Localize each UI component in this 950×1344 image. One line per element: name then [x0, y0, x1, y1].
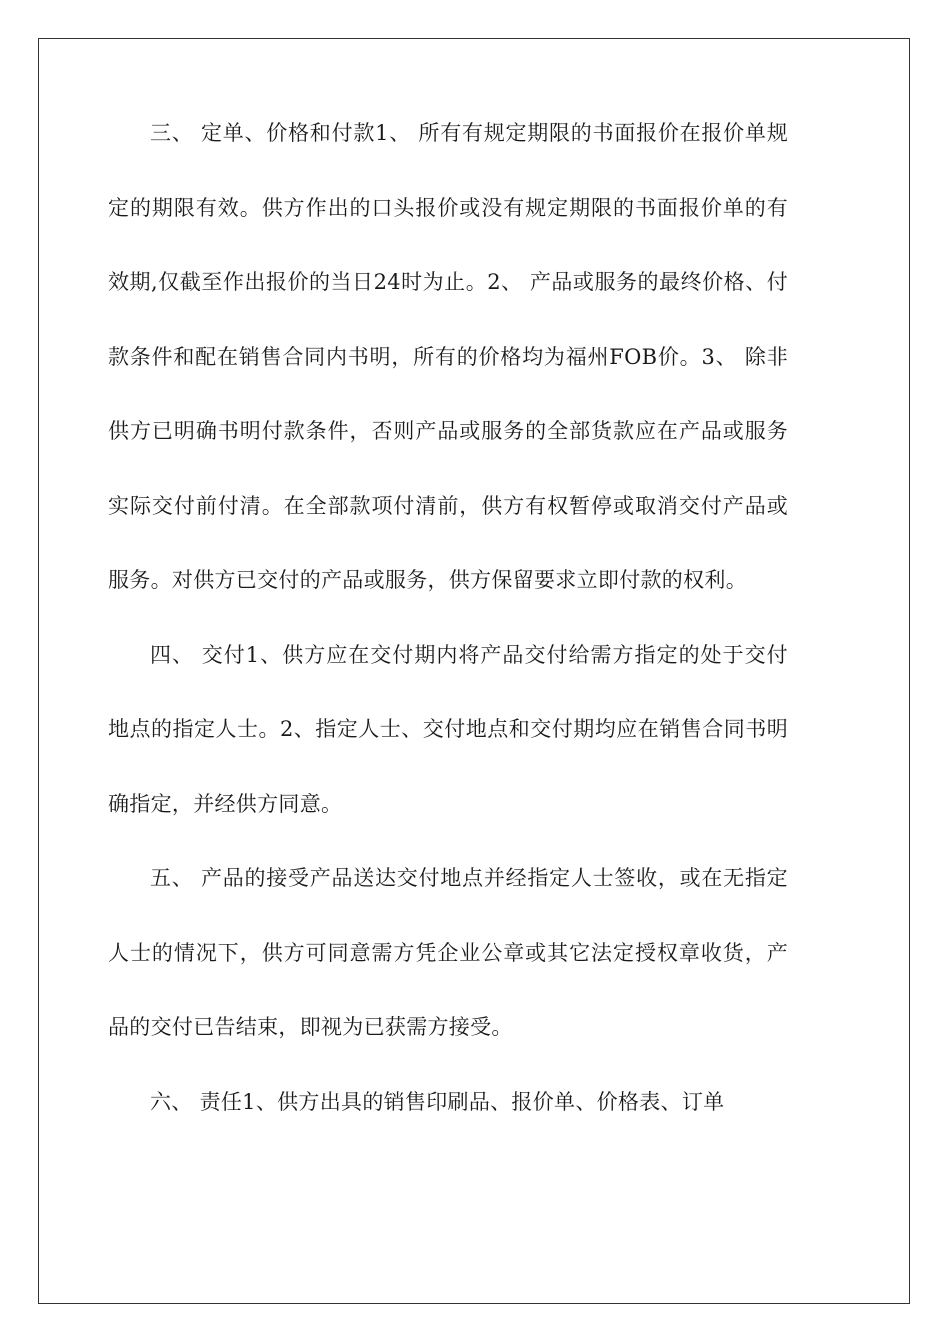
- paragraph-section-4: 四、 交付1、供方应在交付期内将产品交付给需方指定的处于交付地点的指定人士。2、指定人士、交付地点和交付期均应在销售合同书明确指定，并经供方同意。: [108, 642, 788, 816]
- paragraph-section-3: 三、 定单、价格和付款1、 所有有规定期限的书面报价在报价单规定的期限有效。供方作出的口头报价或没有规定期限的书面报价单的有效期,仅截至作出报价的当日24时为止。2、 产品或服务的最终价格、付款条件和配在销售合同内书明，所有的价格均为福州FOB价。3、 除非供方已明确书明付款条件，否则产品或服务的全部货款应在产品或服务实际交付前付清。在全部款项付清前，供方有权暂停或取消交付产品或服务。对供方已交付的产品或服务，供方保留要求立即付款的权利。: [108, 121, 788, 592]
- paragraph-section-6: 六、 责任1、供方出具的销售印刷品、报价单、价格表、订单: [150, 1089, 725, 1114]
- paragraph-section-5: 五、 产品的接受产品送达交付地点并经指定人士签收，或在无指定人士的情况下，供方可同意需方凭企业公章或其它法定授权章收货，产品的交付已告结束，即视为已获需方接受。: [108, 866, 788, 1039]
- document-body: [108, 96, 788, 1139]
